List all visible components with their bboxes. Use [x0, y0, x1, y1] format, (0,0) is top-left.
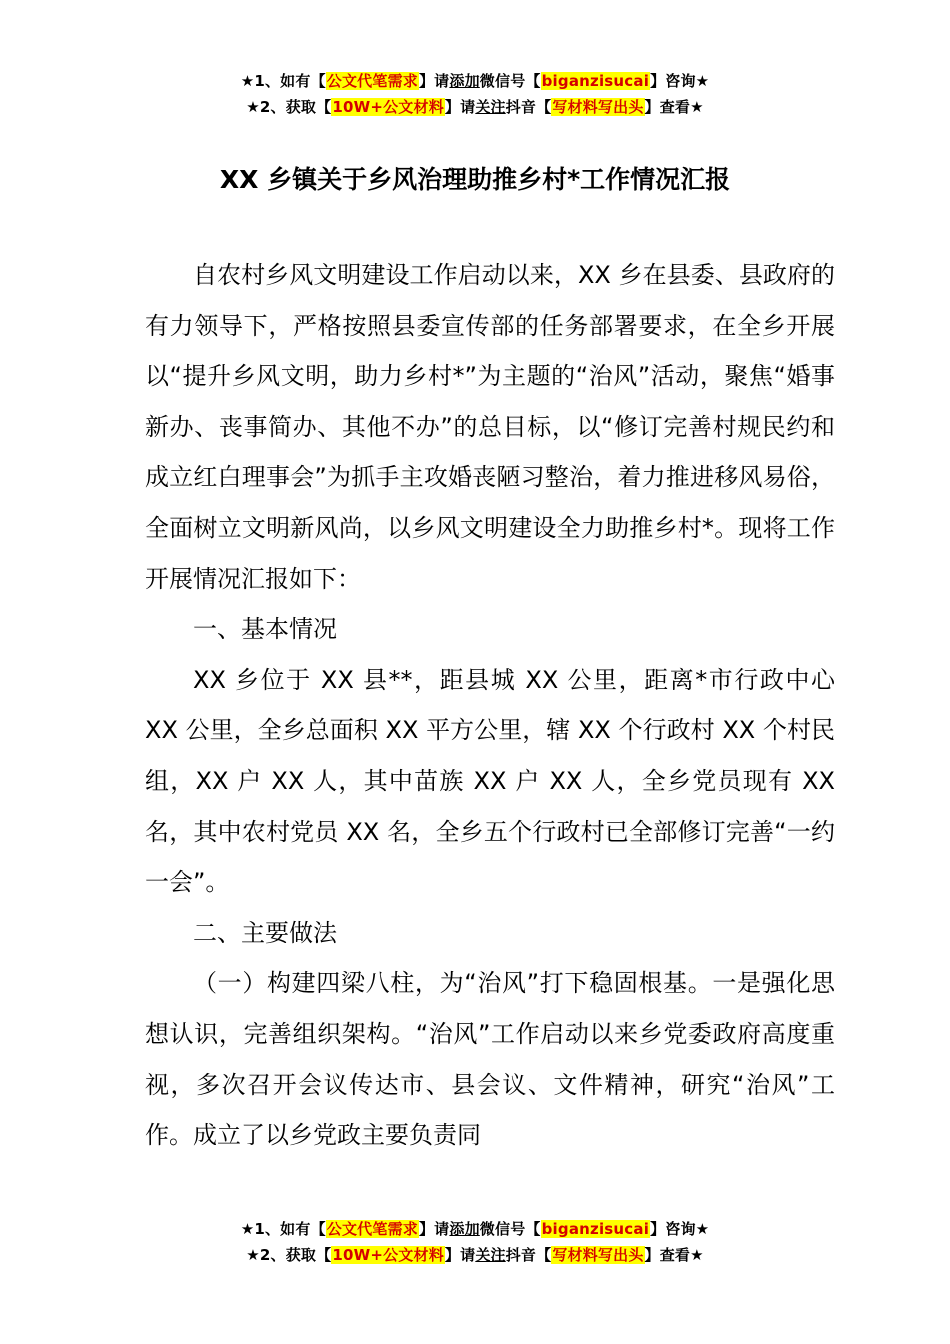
banner-text: ★2、获取【 — [246, 98, 332, 116]
document-title: XX 乡镇关于乡风治理助推乡村*工作情况汇报 — [219, 165, 731, 194]
underlined-text: 关注 — [475, 1246, 506, 1264]
highlight-materials: 10W+公文材料 — [332, 1246, 444, 1264]
highlight-materials: 10W+公文材料 — [332, 98, 444, 116]
paragraph-intro: 自农村乡风文明建设工作启动以来，XX 乡在县委、县政府的有力领导下，严格按照县委宣传部的任务部署要求，在全乡开展以“提升乡风文明，助力乡村*”为主题的“治风”活动，聚焦“婚事新办、丧事简办、其他不办”的总目标，以“修订完善村规民约和成立红白理事会”为抓手主攻婚丧陋习整治，着力推进移风易俗，全面树立文明新风尚，以乡风文明建设全力助推乡村*。现将工作开展情况汇报如下： — [145, 261, 835, 593]
header-banner — [0, 68, 950, 120]
banner-text: 】咨询★ — [650, 1220, 710, 1238]
banner-text: 抖音【 — [505, 1246, 552, 1264]
document-body — [145, 250, 835, 1161]
highlight-service: 公文代笔需求 — [326, 72, 418, 90]
banner-line-1 — [0, 1216, 950, 1242]
banner-text: ★1、如有【 — [240, 72, 326, 90]
highlight-douyin-id: 写材料写出头 — [552, 1246, 644, 1264]
banner-text: 微信号【 — [479, 72, 541, 90]
highlight-service: 公文代笔需求 — [326, 1220, 418, 1238]
banner-line-1 — [0, 68, 950, 94]
underlined-text: 关注 — [475, 98, 506, 116]
section-heading-basic: 一、基本情况 — [193, 615, 337, 644]
banner-text: 】请 — [418, 72, 450, 90]
banner-text: 微信号【 — [479, 1220, 541, 1238]
banner-text: 】查看★ — [644, 98, 704, 116]
banner-text: ★1、如有【 — [240, 1220, 326, 1238]
section-heading-practices: 二、主要做法 — [193, 918, 337, 947]
highlight-douyin-id: 写材料写出头 — [552, 98, 644, 116]
banner-text: ★2、获取【 — [246, 1246, 332, 1264]
underlined-text: 添加 — [449, 1220, 480, 1238]
footer-banner — [0, 1216, 950, 1268]
banner-text: 】查看★ — [644, 1246, 704, 1264]
banner-text: 】请 — [418, 1220, 450, 1238]
underlined-text: 添加 — [449, 72, 480, 90]
banner-text: 抖音【 — [505, 98, 552, 116]
banner-text: 】请 — [444, 1246, 476, 1264]
banner-text: 】请 — [444, 98, 476, 116]
highlight-wechat-id: biganzisucai — [541, 72, 650, 90]
banner-text: 】咨询★ — [650, 72, 710, 90]
banner-line-2 — [0, 94, 950, 120]
highlight-wechat-id: biganzisucai — [541, 1220, 650, 1238]
paragraph-practices: （一）构建四梁八柱，为“治风”打下稳固根基。一是强化思想认识，完善组织架构。“治风”工作启动以来乡党委政府高度重视，多次召开会议传达市、县会议、文件精神，研究“治风”工作。成立了以乡党政主要负责同 — [145, 969, 835, 1150]
banner-line-2 — [0, 1242, 950, 1268]
paragraph-basic-info: XX 乡位于 XX 县**，距县城 XX 公里，距离*市行政中心 XX 公里，全乡总面积 XX 平方公里，辖 XX 个行政村 XX 个村民组，XX 户 XX 人，其中苗族 XX 户 XX 人，全乡党员现有 XX 名，其中农村党员 XX 名，全乡五个行政村已全部修订完善“一约一会”。 — [145, 665, 835, 897]
